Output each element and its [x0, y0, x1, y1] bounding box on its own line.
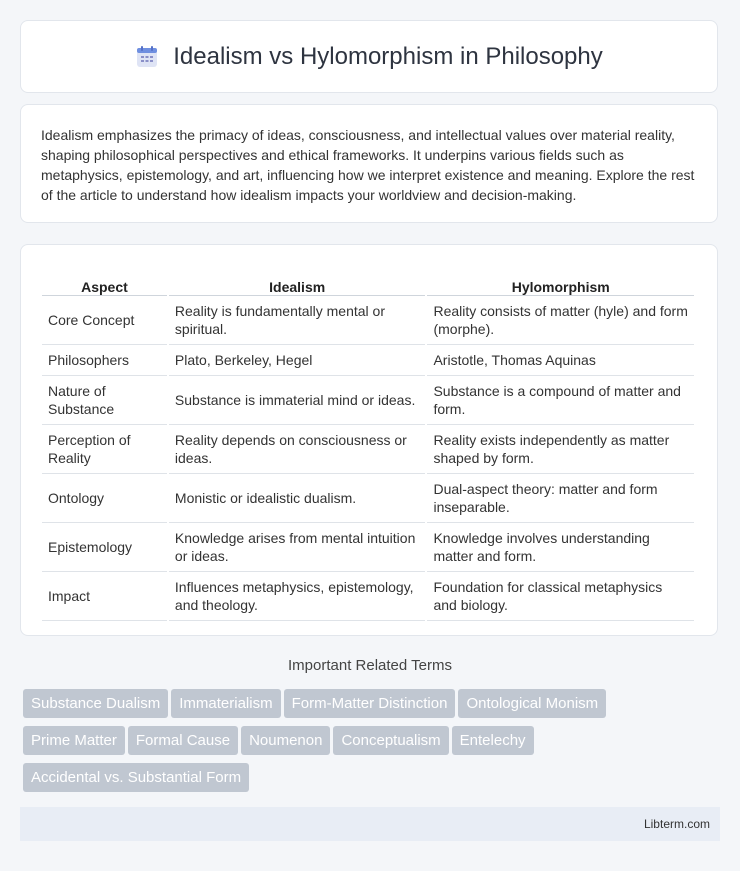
cell-hylomorphism: Knowledge involves understanding matter and form. — [427, 523, 694, 572]
table-row — [42, 296, 694, 345]
cell-hylomorphism: Foundation for classical metaphysics and biology. — [427, 572, 694, 621]
cell-aspect: Epistemology — [42, 523, 167, 572]
table-row — [42, 474, 694, 523]
table-header-row — [42, 265, 694, 296]
table-row — [42, 376, 694, 425]
cell-idealism: Knowledge arises from mental intuition or ideas. — [169, 523, 426, 572]
related-term-tag[interactable]: Entelechy — [452, 726, 534, 755]
related-terms-list — [23, 689, 703, 800]
related-term-tag[interactable]: Ontological Monism — [458, 689, 606, 718]
cell-idealism: Reality depends on consciousness or ideas. — [169, 425, 426, 474]
cell-aspect: Impact — [42, 572, 167, 621]
cell-hylomorphism: Aristotle, Thomas Aquinas — [427, 345, 694, 376]
cell-aspect: Philosophers — [42, 345, 167, 376]
related-term-tag[interactable]: Prime Matter — [23, 726, 125, 755]
table-row — [42, 523, 694, 572]
cell-hylomorphism: Reality exists independently as matter shaped by form. — [427, 425, 694, 474]
related-term-tag[interactable]: Form-Matter Distinction — [284, 689, 456, 718]
cell-aspect: Perception of Reality — [42, 425, 167, 474]
cell-idealism: Substance is immaterial mind or ideas. — [169, 376, 426, 425]
related-term-tag[interactable]: Conceptualism — [333, 726, 448, 755]
cell-aspect: Ontology — [42, 474, 167, 523]
table-row — [42, 425, 694, 474]
related-term-tag[interactable]: Formal Cause — [128, 726, 238, 755]
cell-hylomorphism: Dual-aspect theory: matter and form inseparable. — [427, 474, 694, 523]
comparison-table — [40, 265, 696, 621]
cell-idealism: Plato, Berkeley, Hegel — [169, 345, 426, 376]
header-hylomorphism: Hylomorphism — [427, 265, 694, 296]
cell-aspect: Core Concept — [42, 296, 167, 345]
footer-link[interactable]: Libterm.com — [643, 817, 710, 831]
cell-aspect: Nature of Substance — [42, 376, 167, 425]
header-idealism: Idealism — [169, 265, 426, 296]
header-aspect: Aspect — [42, 265, 167, 296]
related-term-tag[interactable]: Noumenon — [241, 726, 330, 755]
header-card — [20, 20, 718, 93]
table-row — [42, 345, 694, 376]
cell-idealism: Reality is fundamentally mental or spiritual. — [169, 296, 426, 345]
page-title: Idealism vs Hylomorphism in Philosophy — [173, 42, 603, 70]
footer — [20, 807, 720, 841]
related-term-tag[interactable]: Immaterialism — [171, 689, 280, 718]
related-term-tag[interactable]: Accidental vs. Substantial Form — [23, 763, 249, 792]
table-row — [42, 572, 694, 621]
related-term-tag[interactable]: Substance Dualism — [23, 689, 168, 718]
cell-idealism: Influences metaphysics, epistemology, and theology. — [169, 572, 426, 621]
cell-hylomorphism: Substance is a compound of matter and form. — [427, 376, 694, 425]
intro-text: Idealism emphasizes the primacy of ideas, consciousness, and intellectual values over material reality, shaping philosophical perspectives and ethical frameworks. It underpins various fields such as metaphysics, epistemology, and art, influencing how we interpret existence and meaning. Explore the rest of the article to understand how idealism impacts your worldview and decision-making. — [41, 127, 695, 203]
related-terms-title: Important Related Terms — [288, 657, 452, 674]
comparison-card — [20, 244, 718, 636]
cell-hylomorphism: Reality consists of matter (hyle) and form (morphe). — [427, 296, 694, 345]
intro-card — [20, 104, 718, 223]
calendar-icon — [135, 45, 159, 69]
cell-idealism: Monistic or idealistic dualism. — [169, 474, 426, 523]
